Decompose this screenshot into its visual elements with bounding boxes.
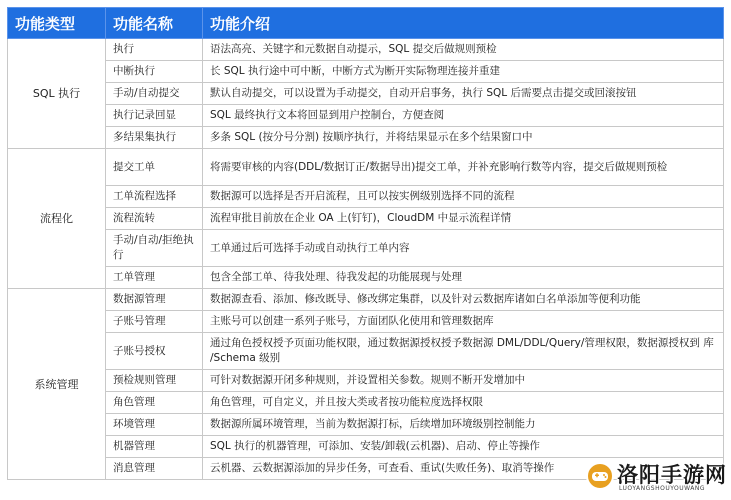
- feature-desc: 角色管理，可自定义，并且按大类或者按功能粒度选择权限: [203, 392, 724, 414]
- feature-name: 提交工单: [106, 149, 203, 186]
- table-row: [8, 436, 724, 458]
- feature-name: 机器管理: [106, 436, 203, 458]
- feature-desc: 工单通过后可选择手动或自动执行工单内容: [203, 230, 724, 267]
- feature-desc: 数据源可以选择是否开启流程，且可以按实例级别选择不同的流程: [203, 186, 724, 208]
- feature-desc: SQL 最终执行文本将回显到用户控制台，方便查阅: [203, 105, 724, 127]
- table-row: [8, 149, 724, 186]
- table-row: [8, 370, 724, 392]
- watermark: [585, 459, 725, 497]
- table-row: [8, 267, 724, 289]
- feature-name: 消息管理: [106, 458, 203, 480]
- table-row: [8, 289, 724, 311]
- feature-name: 工单流程选择: [106, 186, 203, 208]
- table-header: [8, 8, 724, 39]
- table-row: [8, 105, 724, 127]
- feature-name: 预检规则管理: [106, 370, 203, 392]
- feature-desc: SQL 执行的机器管理，可添加、安装/卸载(云机器)、启动、停止等操作: [203, 436, 724, 458]
- table-row: [8, 208, 724, 230]
- feature-name: 多结果集执行: [106, 127, 203, 149]
- table-row: [8, 83, 724, 105]
- table-row: [8, 392, 724, 414]
- table-row: [8, 39, 724, 61]
- feature-desc: 包含全部工单、待我处理、待我发起的功能展现与处理: [203, 267, 724, 289]
- feature-name: 中断执行: [106, 61, 203, 83]
- table-row: [8, 186, 724, 208]
- feature-name: 工单管理: [106, 267, 203, 289]
- table-row: [8, 230, 724, 267]
- category-cell: SQL 执行: [8, 39, 106, 149]
- feature-name: 角色管理: [106, 392, 203, 414]
- feature-name: 流程流转: [106, 208, 203, 230]
- feature-desc: 云机器、云数据源添加的异步任务，可查看、重试(失败任务)、取消等操作: [203, 458, 724, 480]
- feature-desc: 语法高亮、关键字和元数据自动提示，SQL 提交后做规则预检: [203, 39, 724, 61]
- table-row: [8, 311, 724, 333]
- feature-name: 执行记录回显: [106, 105, 203, 127]
- feature-desc: 数据源所属环境管理，当前为数据源打标，后续增加环境级别控制能力: [203, 414, 724, 436]
- category-cell: 系统管理: [8, 289, 106, 480]
- feature-desc: 默认自动提交，可以设置为手动提交，自动开启事务，执行 SQL 后需要点击提交或回滚按钮: [203, 83, 724, 105]
- header-name: 功能名称: [106, 8, 203, 39]
- watermark-text: 洛阳手游网: [617, 463, 727, 487]
- feature-desc: 多条 SQL (按分号分割) 按顺序执行，并将结果显示在多个结果窗口中: [203, 127, 724, 149]
- table-row: [8, 127, 724, 149]
- category-cell: 流程化: [8, 149, 106, 289]
- feature-name: 执行: [106, 39, 203, 61]
- feature-name: 环境管理: [106, 414, 203, 436]
- feature-desc: 主账号可以创建一系列子账号，方面团队化使用和管理数据库: [203, 311, 724, 333]
- watermark-subtext: LUOYANGSHOUYOUWANG: [619, 485, 706, 492]
- feature-desc: 通过角色授权授予页面功能权限，通过数据源授权授予数据源 DML/DDL/Query/管理权限，数据源授权到 库 /Schema 级别: [203, 333, 724, 370]
- table-row: [8, 61, 724, 83]
- feature-table: [7, 7, 724, 480]
- table-body: [8, 39, 724, 480]
- feature-desc: 将需要审核的内容(DDL/数据订正/数据导出)提交工单，并补充影响行数等内容，提交后做规则预检: [203, 149, 724, 186]
- feature-name: 手动/自动/拒绝执行: [106, 230, 203, 267]
- header-description: 功能介绍: [203, 8, 724, 39]
- table-row: [8, 333, 724, 370]
- feature-desc: 可针对数据源开闭多种规则，并设置相关参数。规则不断开发增加中: [203, 370, 724, 392]
- feature-name: 数据源管理: [106, 289, 203, 311]
- feature-desc: 数据源查看、添加、修改既导、修改绑定集群，以及针对云数据库诸如白名单添加等便利功能: [203, 289, 724, 311]
- table-row: [8, 414, 724, 436]
- feature-desc: 长 SQL 执行途中可中断，中断方式为断开实际物理连接并重建: [203, 61, 724, 83]
- feature-name: 手动/自动提交: [106, 83, 203, 105]
- header-category: 功能类型: [8, 8, 106, 39]
- feature-desc: 流程审批目前放在企业 OA 上(钉钉)，CloudDM 中显示流程详情: [203, 208, 724, 230]
- feature-name: 子账号授权: [106, 333, 203, 370]
- feature-name: 子账号管理: [106, 311, 203, 333]
- game-controller-icon: [585, 461, 615, 491]
